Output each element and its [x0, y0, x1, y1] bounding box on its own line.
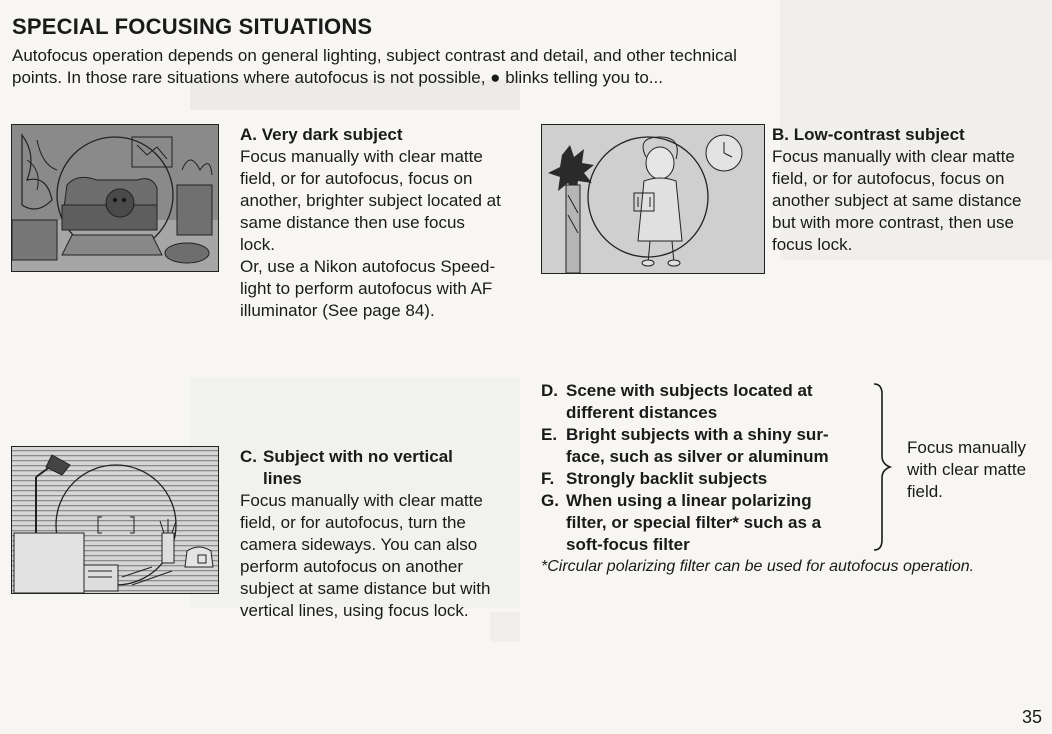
page-title: SPECIAL FOCUSING SITUATIONS: [12, 14, 373, 39]
illustration-dark-room: [11, 124, 219, 272]
section-c-line-2: field, or for autofocus, turn the: [240, 513, 466, 532]
section-b-line-4: but with more contrast, then use: [772, 213, 1014, 232]
footnote: *Circular polarizing filter can be used for autofocus operation.: [541, 558, 975, 575]
section-b-line-2: field, or for autofocus, focus on: [772, 169, 1005, 188]
list-item-e: [541, 424, 871, 468]
list-text: [566, 424, 829, 468]
intro-line-2b: blinks telling you to...: [505, 68, 663, 87]
aside-line-1: Focus manually: [907, 438, 1027, 457]
intro-line-2a: points. In those rare situations where autofocus is not possible,: [12, 68, 486, 87]
list-aside: [907, 437, 1047, 503]
list-letter: E.: [541, 425, 558, 444]
section-a-line-3: another, brighter subject located at: [240, 191, 501, 210]
list-letter: D.: [541, 381, 558, 400]
section-b-line-5: focus lock.: [772, 235, 853, 254]
list-line: Bright subjects with a shiny sur-: [566, 425, 829, 444]
section-a-line-2: field, or for autofocus, focus on: [240, 169, 473, 188]
section-c-letter: C.: [240, 447, 257, 466]
section-a-line-5: lock.: [240, 235, 275, 254]
illustration-low-contrast: [541, 124, 765, 274]
list-item-g: [541, 490, 871, 556]
list-text: Strongly backlit subjects: [566, 469, 768, 488]
section-b-line-3: another subject at same distance: [772, 191, 1022, 210]
aside-line-2: with clear matte: [907, 460, 1027, 479]
list-line: different distances: [566, 403, 718, 422]
section-c: [240, 446, 530, 622]
list-line: face, such as silver or aluminum: [566, 447, 829, 466]
list-line: Scene with subjects located at: [566, 381, 813, 400]
section-a-heading: A. Very dark subject: [240, 125, 403, 144]
section-a-line-8: illuminator (See page 84).: [240, 301, 435, 320]
section-a: [240, 124, 530, 322]
section-b-line-1: Focus manually with clear matte: [772, 147, 1015, 166]
list-line: soft-focus filter: [566, 535, 690, 554]
list-item-d: [541, 380, 871, 424]
section-c-line-3: camera sideways. You can also: [240, 535, 478, 554]
list-letter: F.: [541, 469, 555, 488]
list-item-f: [541, 468, 871, 490]
section-a-line-1: Focus manually with clear matte: [240, 147, 483, 166]
section-c-heading-line-2: lines: [263, 469, 302, 488]
section-c-heading-text: [263, 446, 453, 490]
section-c-heading: [240, 446, 530, 490]
section-b: [772, 124, 1047, 256]
section-c-line-6: vertical lines, using focus lock.: [240, 601, 469, 620]
list-line: When using a linear polarizing: [566, 491, 812, 510]
section-c-line-1: Focus manually with clear matte: [240, 491, 483, 510]
section-a-line-6: Or, use a Nikon autofocus Speed-: [240, 257, 496, 276]
list-text: [566, 490, 821, 556]
section-a-line-4: same distance then use focus: [240, 213, 465, 232]
page-number: 35: [1022, 707, 1043, 727]
grouping-brace: [872, 383, 896, 551]
aside-line-3: field.: [907, 482, 943, 501]
intro-line-1: Autofocus operation depends on general lighting, subject contrast and detail, and other technical: [12, 46, 737, 65]
section-c-line-5: subject at same distance but with: [240, 579, 491, 598]
illustration-horizontal-lines: [11, 446, 219, 594]
list-letter: G.: [541, 491, 559, 510]
list-text: [566, 380, 813, 424]
focus-indicator-dot-icon: ●: [490, 68, 501, 87]
section-c-heading-line-1: Subject with no vertical: [263, 447, 453, 466]
section-c-line-4: perform autofocus on another: [240, 557, 464, 576]
section-a-line-7: light to perform autofocus with AF: [240, 279, 493, 298]
intro-paragraph: [12, 45, 802, 89]
section-b-heading: B. Low-contrast subject: [772, 125, 965, 144]
list-line: filter, or special filter* such as a: [566, 513, 822, 532]
situations-list: [541, 380, 871, 556]
